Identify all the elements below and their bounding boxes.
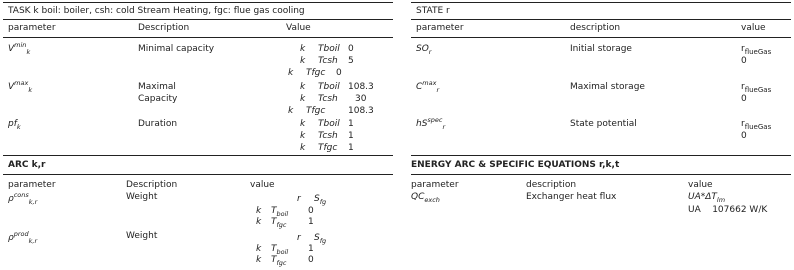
task-desc-vmax-2: Capacity	[138, 94, 178, 104]
arc-header-parameter: parameter	[8, 180, 56, 190]
state-value-hs-label: $r_{flueGas}$	[741, 119, 772, 131]
energy-title-rule	[411, 174, 791, 175]
arc-param-rho-cons: $\rho^{cons}_{k,r}$	[8, 191, 38, 206]
energy-desc-qc: Exchanger heat flux	[526, 192, 617, 202]
state-header-description: description	[570, 23, 621, 33]
arc-title: ARC k,r	[8, 160, 46, 170]
energy-param-qc: $QC_{exch}$	[411, 192, 440, 204]
state-value-so: 0	[741, 56, 747, 66]
task-title-rule	[3, 19, 393, 20]
task-header-parameter: parameter	[8, 23, 56, 33]
state-value-cmax-label: $r_{flueGas}$	[741, 82, 772, 94]
state-param-hs: $hS^{spec}_r$	[416, 116, 446, 131]
energy-value-formula: $UA*\Delta T_{lm}$	[688, 192, 726, 204]
arc-col-r-prod: r	[297, 233, 301, 243]
state-title: STATE r	[416, 6, 450, 16]
arc-header-value: value	[250, 180, 275, 190]
energy-header-parameter: parameter	[411, 180, 459, 190]
task-param-pf: $pf_k$	[8, 119, 21, 131]
state-desc-so: Initial storage	[570, 44, 632, 54]
arc-col-s-cons: $S_{fg}$	[314, 194, 327, 206]
arc-desc-rho-cons: Weight	[126, 192, 158, 202]
state-param-cmax: $C^{max}_r$	[416, 79, 440, 94]
state-title-rule	[411, 19, 791, 20]
state-header-parameter: parameter	[416, 23, 464, 33]
task-header-description: Description	[138, 23, 190, 33]
state-value-cmax: 0	[741, 94, 747, 104]
mid-rule-right	[411, 155, 791, 156]
mid-rule-left	[3, 155, 393, 156]
state-desc-hs: State potential	[570, 119, 637, 129]
state-value-so-label: $r_{flueGas}$	[741, 44, 772, 56]
arc-col-r-cons: r	[297, 194, 301, 204]
energy-value-ua: UA 107662 W/K	[688, 205, 768, 215]
task-desc-vmin: Minimal capacity	[138, 44, 215, 54]
arc-header-description: Description	[126, 180, 178, 190]
arc-param-rho-prod: $\rho^{prod}_{k,r}$	[8, 230, 38, 245]
state-header-rule	[411, 37, 791, 38]
energy-header-value: value	[688, 180, 713, 190]
task-header-rule	[3, 37, 393, 38]
task-title: TASK k boil: boiler, csh: cold Stream Heating, fgc: flue gas cooling	[8, 6, 305, 16]
top-rule-left	[3, 2, 393, 3]
state-desc-cmax: Maximal storage	[570, 82, 645, 92]
task-param-vmin: $V^{min}_k$	[8, 41, 31, 56]
arc-title-rule	[3, 174, 393, 175]
top-rule-right	[411, 2, 791, 3]
arc-col-s-prod: $S_{fg}$	[314, 233, 327, 245]
task-desc-pf: Duration	[138, 119, 178, 129]
state-value-hs: 0	[741, 131, 747, 141]
task-desc-vmax-1: Maximal	[138, 82, 176, 92]
task-header-value: Value	[286, 23, 311, 33]
state-header-value: value	[741, 23, 766, 33]
state-param-so: $SO_r$	[416, 44, 432, 56]
arc-desc-rho-prod: Weight	[126, 231, 158, 241]
energy-title: ENERGY ARC & SPECIFIC EQUATIONS r,k,t	[411, 160, 620, 170]
task-param-vmax: $V^{max}_k$	[8, 79, 33, 94]
energy-header-description: description	[526, 180, 577, 190]
